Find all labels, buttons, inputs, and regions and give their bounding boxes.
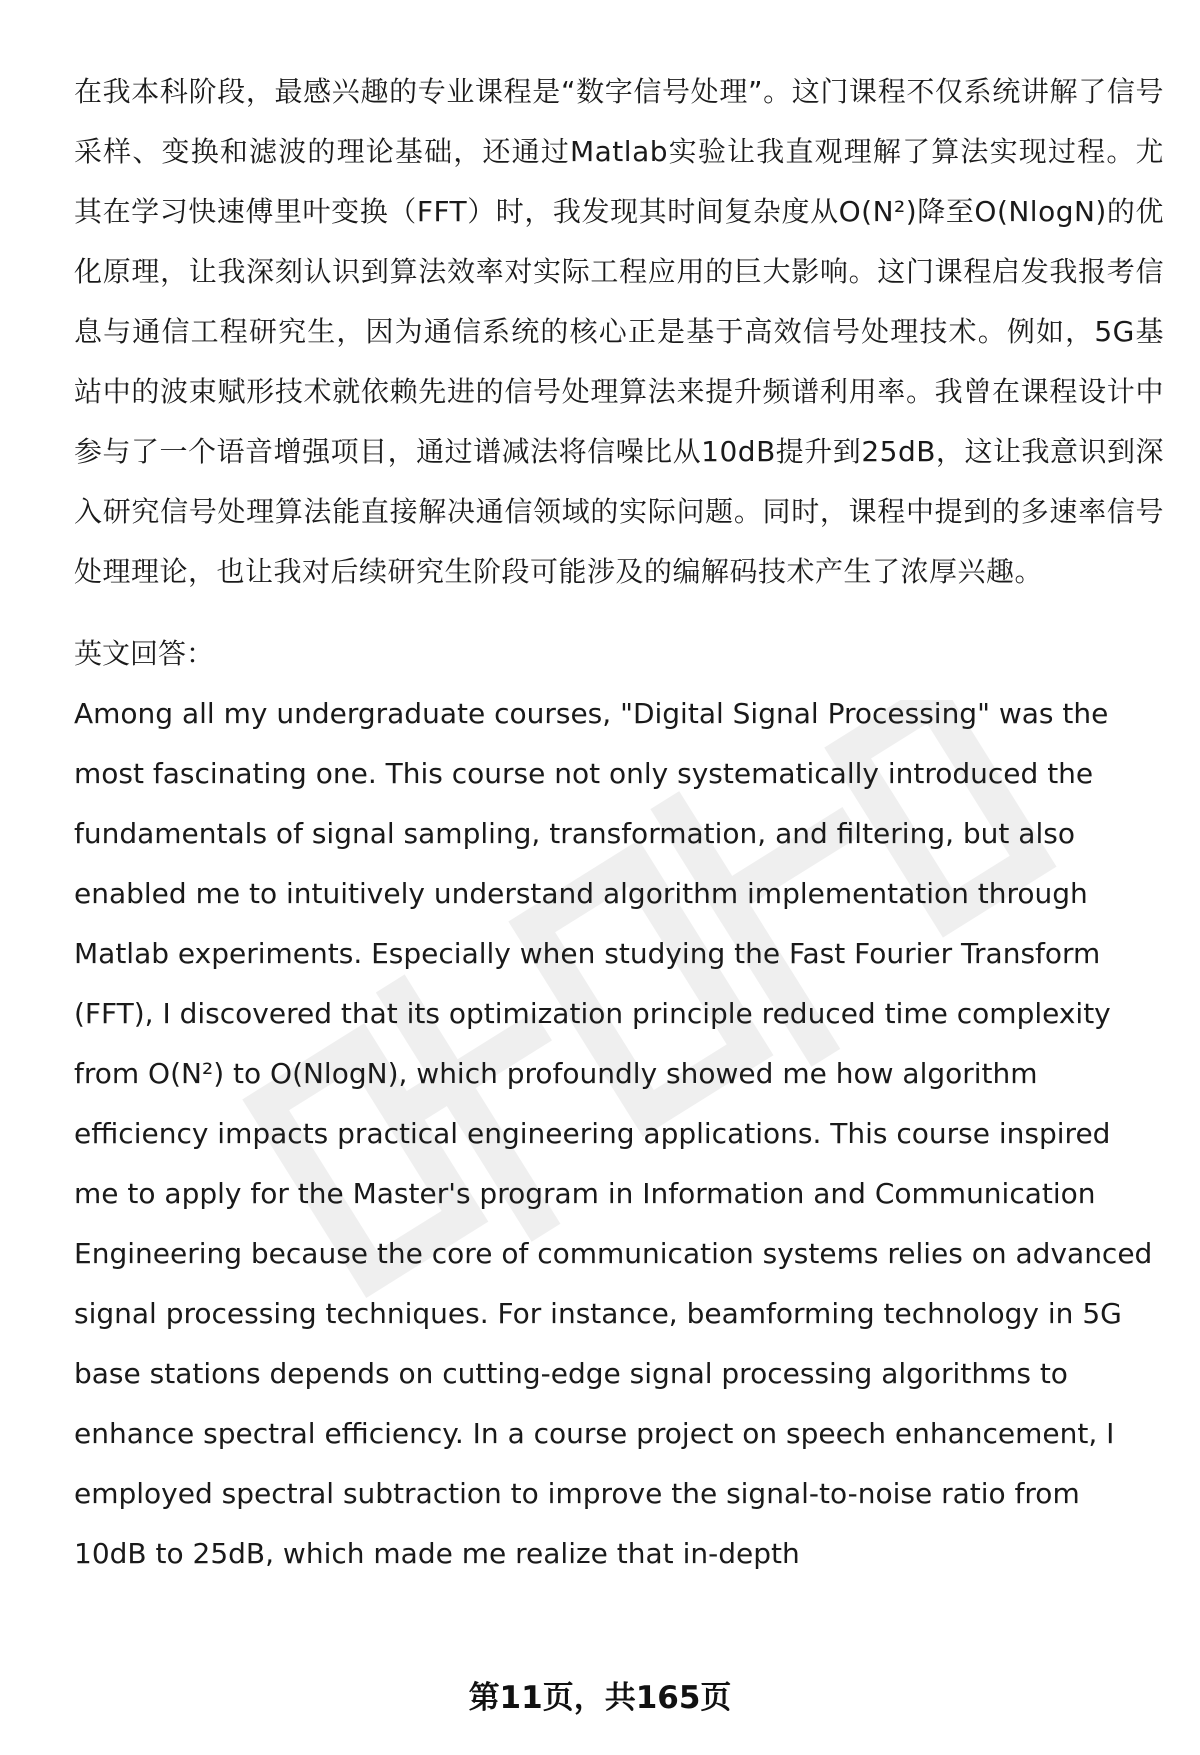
document-body bbox=[74, 62, 1164, 1584]
english-answer-label: 英文回答： bbox=[74, 637, 215, 670]
page-number-footer: 第11页，共165页 bbox=[468, 1680, 732, 1716]
english-answer-paragraph: Among all my undergraduate courses, "Digital Signal Processing" was the most fascinating one. This course not only systematically introduced the fundamentals of signal sampling, transformation, and filtering, but also enabled me to intuitively understand algorithm implementation through Matlab experiments. Especially when studying the Fast Fourier Transform (FFT), I discovered that its optimization principle reduced time complexity from O(N²) to O(NlogN), which profoundly showed me how algorithm efficiency impacts practical engineering applications. This course inspired me to apply for the Master's program in Information and Communication Engineering because the core of communication systems relies on advanced signal processing techniques. For instance, beamforming technology in 5G base stations depends on cutting-edge signal processing algorithms to enhance spectral efficiency. In a course project on speech enhancement, I employed spectral subtraction to improve the signal-to-noise ratio from 10dB to 25dB, which made me realize that in-depth bbox=[74, 697, 1153, 1570]
chinese-answer-paragraph: 在我本科阶段，最感兴趣的专业课程是“数字信号处理”。这门课程不仅系统讲解了信号采样、变换和滤波的理论基础，还通过Matlab实验让我直观理解了算法实现过程。尤其在学习快速傅里叶变换（FFT）时，我发现其时间复杂度从O(N²)降至O(NlogN)的优化原理，让我深刻认识到算法效率对实际工程应用的巨大影响。这门课程启发我报考信息与通信工程研究生，因为通信系统的核心正是基于高效信号处理技术。例如，5G基站中的波束赋形技术就依赖先进的信号处理算法来提升频谱利用率。我曾在课程设计中参与了一个语音增强项目，通过谱减法将信噪比从10dB提升到25dB，这让我意识到深入研究信号处理算法能直接解决通信领域的实际问题。同时，课程中提到的多速率信号处理理论，也让我对后续研究生阶段可能涉及的编解码技术产生了浓厚兴趣。 bbox=[74, 75, 1164, 588]
